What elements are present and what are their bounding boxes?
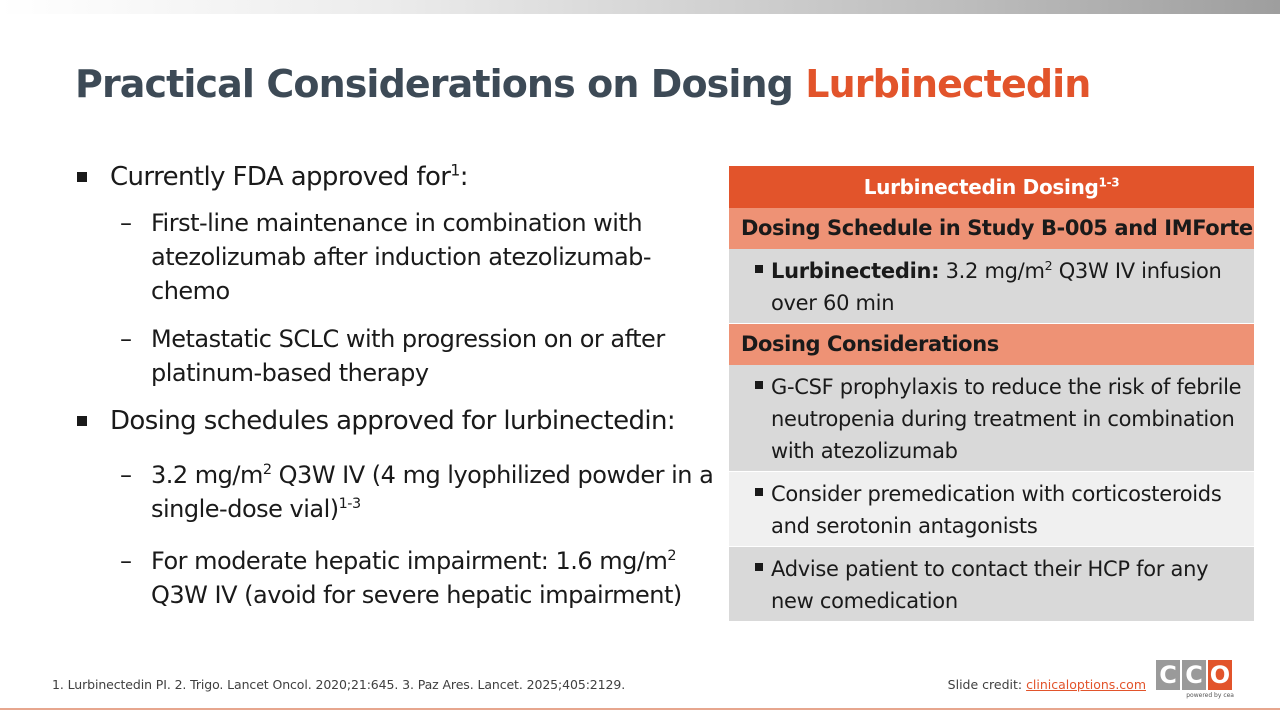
cco-logo xyxy=(1156,660,1234,699)
logo-letter-c1: C xyxy=(1156,660,1180,690)
credit-link[interactable]: clinicaloptions.com xyxy=(1026,677,1146,692)
logo-letter-o: O xyxy=(1209,661,1231,689)
dash-bullet-icon: – xyxy=(120,209,132,237)
table-header: Lurbinectedin Dosing$^{1-3}$ xyxy=(729,166,1254,208)
sub-bullet-standard-dose: – 3.2 $mg/m^2$ Q3W IV (4 mg lyophilized powder in a single-dose vial)$^{1-3}$ xyxy=(75,458,715,526)
bottom-divider xyxy=(0,708,1280,710)
sub-bullet-hepatic-dose: – For moderate hepatic impairment: 1.6 $mg/m^2$ Q3W IV (avoid for severe hepatic impairment) xyxy=(75,544,715,612)
dash-bullet-icon: – xyxy=(120,547,132,575)
square-bullet-icon xyxy=(77,416,87,426)
square-bullet-icon xyxy=(755,563,763,571)
square-bullet-icon xyxy=(755,265,763,273)
logo-tagline: powered by cea xyxy=(1186,692,1234,699)
logo-letter-c2: C xyxy=(1182,660,1206,690)
bullet-list xyxy=(75,160,715,612)
section-dosing-schedule: Dosing Schedule in Study B-005 and IMForte xyxy=(729,208,1254,249)
title-main: Practical Considerations on Dosing xyxy=(75,62,806,106)
slide-credit: Slide credit: clinicaloptions.com xyxy=(947,677,1146,692)
dosing-table xyxy=(729,166,1254,622)
footer-references: 1. Lurbinectedin PI. 2. Trigo. Lancet Oncol. 2020;21:645. 3. Paz Ares. Lancet. 2025;405:2129. xyxy=(52,677,626,692)
square-bullet-icon xyxy=(77,172,87,182)
table-row-comedication: Advise patient to contact their HCP for any new comedication xyxy=(729,547,1254,622)
bullet-dosing-schedules: Dosing schedules approved for lurbinectedin: xyxy=(75,404,715,438)
section-dosing-considerations: Dosing Considerations xyxy=(729,324,1254,365)
table-row-lurbinectedin-dose: Lurbinectedin: 3.2 $mg/m^2$ Q3W IV infusion over 60 min xyxy=(729,249,1254,324)
top-gradient-bar xyxy=(0,0,1280,14)
sub-bullet-metastatic: – Metastatic SCLC with progression on or after platinum-based therapy xyxy=(75,322,715,390)
table-row-premedication: Consider premedication with corticosteroids and serotonin antagonists xyxy=(729,472,1254,547)
dash-bullet-icon: – xyxy=(120,325,132,353)
square-bullet-icon xyxy=(755,488,763,496)
title-accent: Lurbinectedin xyxy=(805,62,1091,106)
bullet-fda-approved: Currently FDA approved for$^1$: xyxy=(75,160,715,194)
dash-bullet-icon: – xyxy=(120,461,132,489)
table-row-gcsf: G-CSF prophylaxis to reduce the risk of febrile neutropenia during treatment in combination with atezolizumab xyxy=(729,365,1254,472)
square-bullet-icon xyxy=(755,381,763,389)
slide-title xyxy=(75,62,1090,106)
sub-bullet-first-line: – First-line maintenance in combination with atezolizumab after induction atezolizumab-chemo xyxy=(75,206,715,308)
